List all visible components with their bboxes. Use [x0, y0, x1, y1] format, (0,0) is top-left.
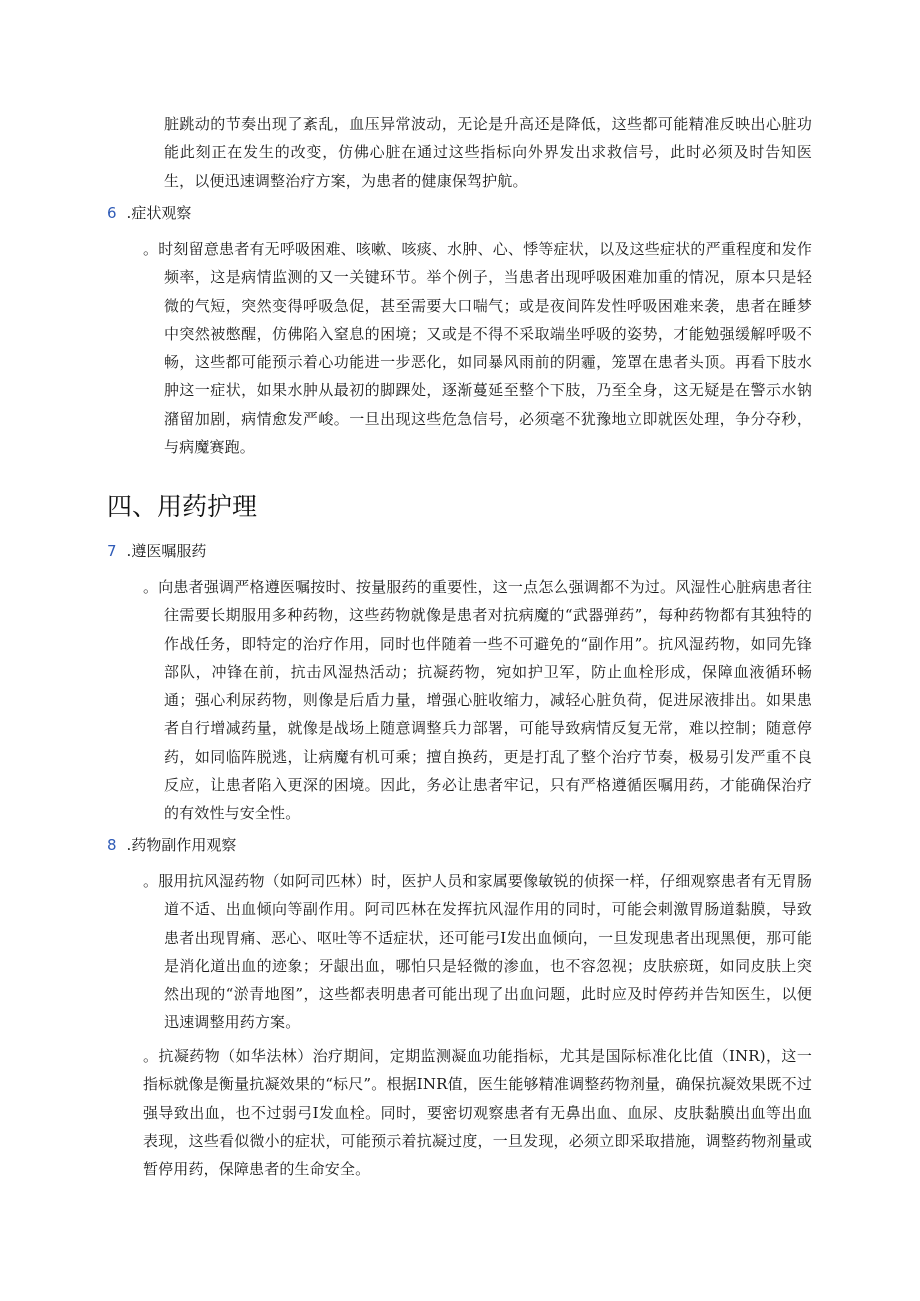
- continuation-paragraph: 脏跳动的节奏出现了紊乱，血压异常波动，无论是升高还是降低，这些都可能精准反映出心脏功能此刻正在发生的改变，仿佛心脏在通过这些指标向外界发出求救信号，此时必须及时告知医生，以便迅速调整治疗方案，为患者的健康保驾护航。: [164, 115, 812, 190]
- section-heading: 四、用药护理: [107, 492, 258, 521]
- item-7-medication-compliance: [107, 540, 206, 562]
- item-label: .遵医嘱服药: [126, 542, 207, 560]
- anticoagulant-monitoring-paragraph: 。抗凝药物（如华法林）治疗期间，定期监测凝血功能指标，尤其是国际标准化比值（INR)，这一指标就像是衡量抗凝效果的“标尺”。根据INR值，医生能够精准调整药物剂量，确保抗凝效果既不过强导致出血，也不过弱弓I发血栓。同时，要密切观察患者有无鼻出血、血尿、皮肤黏膜出血等出血表现，这些看似微小的症状，可能预示着抗凝过度，一旦发现，必须立即采取措施，调整药物剂量或暂停用药，保障患者的生命安全。: [143, 1047, 812, 1179]
- antirheumatic-side-effect-paragraph: 。服用抗风湿药物（如阿司匹林）时，医护人员和家属要像敏锐的侦探一样，仔细观察患者有无胃肠道不适、出血倾向等副作用。阿司匹林在发挥抗风湿作用的同时，可能会刺激胃肠道黏膜，导致患者出现胃痛、恶心、呕吐等不适症状，还可能弓I发出血倾向，一旦发现患者出现黑便，那可能是消化道出血的迹象；牙龈出血，哪怕只是轻微的渗血，也不容忽视；皮肤瘀斑，如同皮肤上突然出现的“淤青地图”，这些都表明患者可能出现了出血问题，此时应及时停药并告知医生，以便迅速调整用药方案。: [143, 872, 812, 1032]
- item-label: .药物副作用观察: [126, 836, 237, 854]
- item-number: 7: [107, 542, 117, 560]
- item-number: 6: [107, 204, 117, 222]
- medication-compliance-paragraph: 。向患者强调严格遵医嘱按时、按量服药的重要性，这一点怎么强调都不为过。风湿性心脏病患者往往需要长期服用多种药物，这些药物就像是患者对抗病魔的“武器弹药”，每种药物都有其独特的作战任务，即特定的治疗作用，同时也伴随着一些不可避免的“副作用”。抗风湿药物，如同先锋部队，冲锋在前，抗击风湿热活动；抗凝药物，宛如护卫军，防止血栓形成，保障血液循环畅通；强心利尿药物，则像是后盾力量，增强心脏收缩力，减轻心脏负荷，促进尿液排出。如果患者自行增减药量，就像是战场上随意调整兵力部署，可能导致病情反复无常，难以控制；随意停药，如同临阵脱逃，让病魔有机可乘；擅自换药，更是打乱了整个治疗节奏，极易引发严重不良反应，让患者陷入更深的困境。因此，务必让患者牢记，只有严格遵循医嘱用药，才能确保治疗的有效性与安全性。: [143, 578, 812, 823]
- item-6-symptom-observation: [107, 202, 191, 224]
- symptom-observation-paragraph: 。时刻留意患者有无呼吸困难、咳嗽、咳痰、水肿、心、悸等症状，以及这些症状的严重程度和发作频率，这是病情监测的又一关键环节。举个例子，当患者出现呼吸困难加重的情况，原本只是轻微的气短，突然变得呼吸急促，甚至需要大口喘气；或是夜间阵发性呼吸困难来袭，患者在睡梦中突然被憋醒，仿佛陷入窒息的困境；又或是不得不采取端坐呼吸的姿势，才能勉强缓解呼吸不畅，这些都可能预示着心功能进一步恶化，如同暴风雨前的阴霾，笼罩在患者头顶。再看下肢水肿这一症状，如果水肿从最初的脚踝处，逐渐蔓延至整个下肢，乃至全身，这无疑是在警示水钠潴留加剧，病情愈发严峻。一旦出现这些危急信号，必须毫不犹豫地立即就医处理，争分夺秒，与病魔赛跑。: [143, 240, 812, 457]
- item-8-side-effect-observation: [107, 834, 236, 856]
- item-number: 8: [107, 836, 117, 854]
- item-label: .症状观察: [126, 204, 192, 222]
